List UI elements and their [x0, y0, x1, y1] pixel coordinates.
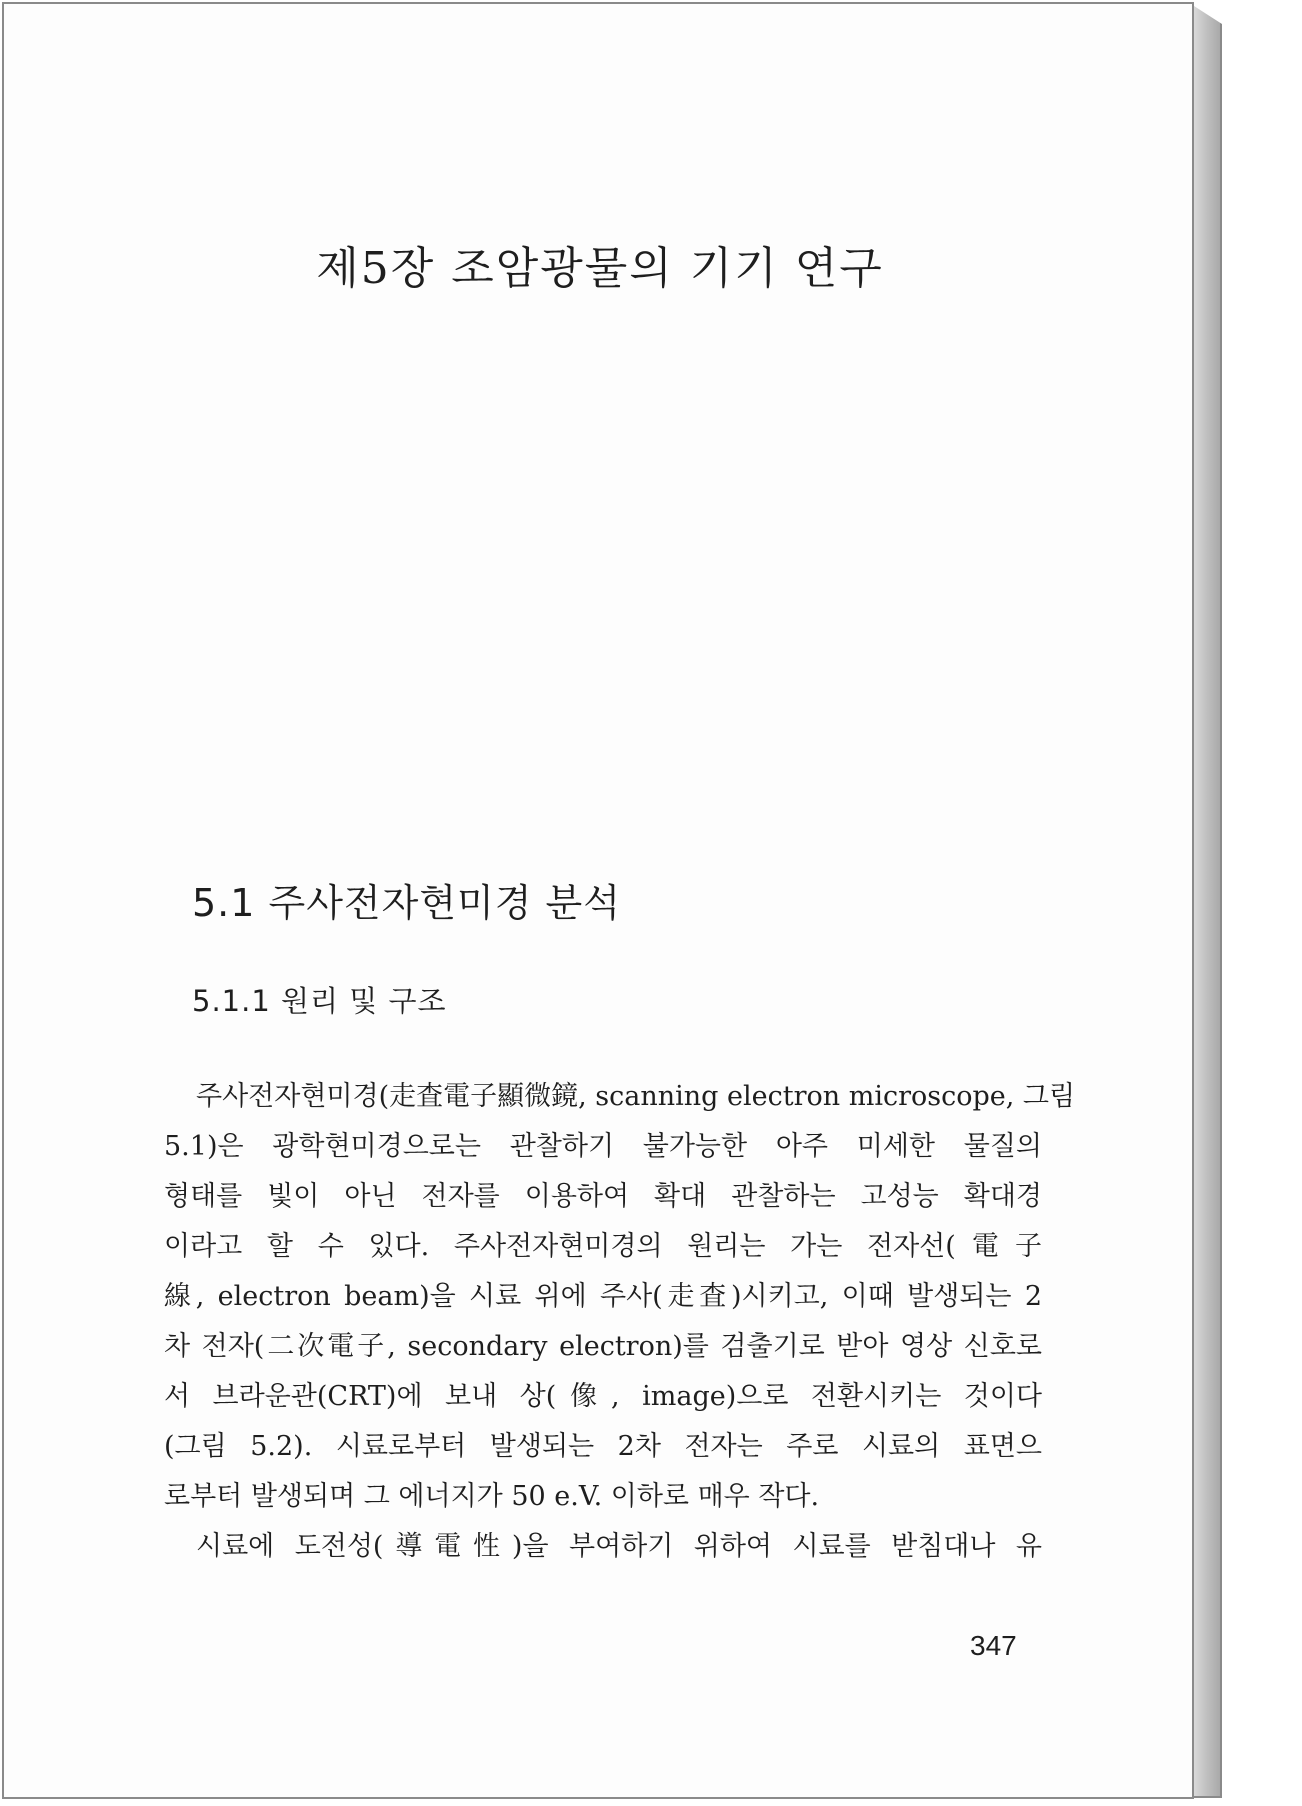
subsection-title: 5.1.1 원리 및 구조 [192, 984, 447, 1018]
body-line: 이라고 할 수 있다. 주사전자현미경의 원리는 가는 전자선(電子 [164, 1231, 1042, 1262]
body-line: 로부터 발생되며 그 에너지가 50 e.V. 이하로 매우 작다. [164, 1481, 820, 1512]
body-line: 5.1)은 광학현미경으로는 관찰하기 불가능한 아주 미세한 물질의 [164, 1131, 1042, 1162]
body-line: (그림 5.2). 시료로부터 발생되는 2차 전자는 주로 시료의 표면으 [164, 1431, 1042, 1462]
page-stack-edge [1194, 6, 1222, 1798]
body-line: 서 브라운관(CRT)에 보내 상(像, image)으로 전환시키는 것이다 [164, 1381, 1042, 1412]
book-page [2, 2, 1194, 1799]
body-line: 線, electron beam)을 시료 위에 주사(走査)시키고, 이때 발생되는 2 [164, 1281, 1042, 1312]
chapter-title: 제5장 조암광물의 기기 연구 [316, 243, 884, 294]
body-line: 시료에 도전성(導電性)을 부여하기 위하여 시료를 받침대나 유 [196, 1531, 1042, 1562]
page-number: 347 [970, 1630, 1017, 1661]
body-line: 차 전자(二次電子, secondary electron)를 검출기로 받아 영상 신호로 [164, 1331, 1042, 1362]
body-line: 형태를 빛이 아닌 전자를 이용하여 확대 관찰하는 고성능 확대경 [164, 1181, 1042, 1212]
section-title: 5.1 주사전자현미경 분석 [192, 881, 621, 925]
body-line: 주사전자현미경(走査電子顯微鏡, scanning electron microscope, 그림 [196, 1081, 1076, 1112]
